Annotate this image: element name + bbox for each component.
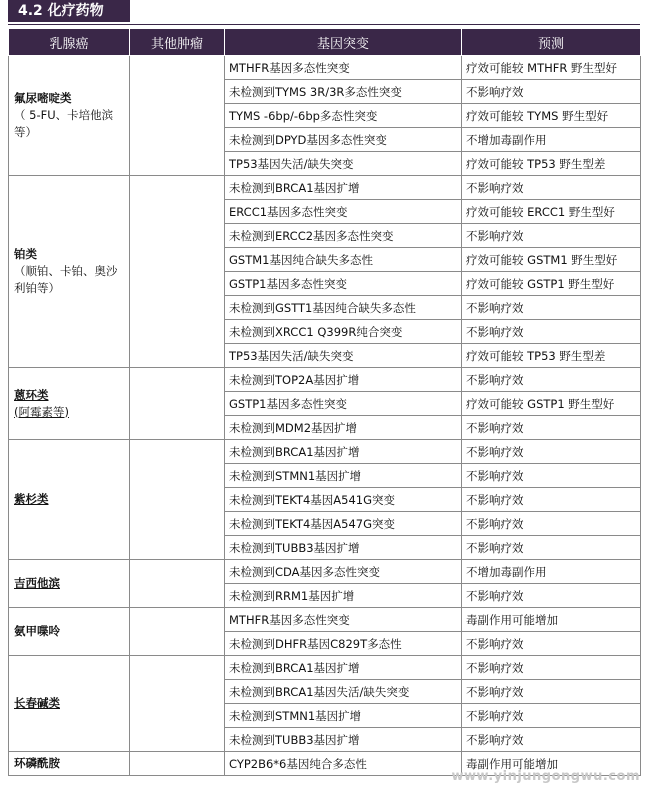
gene-mutation-cell: 未检测到RRM1基因扩增 [225, 584, 462, 608]
drug-class-cell [9, 176, 130, 368]
table-row [9, 656, 641, 680]
gene-mutation-cell: 未检测到DHFR基因C829T多态性 [225, 632, 462, 656]
drug-class-name: 环磷酰胺 [14, 756, 60, 770]
gene-mutation-cell: 未检测到XRCC1 Q399R纯合突变 [225, 320, 462, 344]
prediction-cell: 不影响疗效 [462, 536, 641, 560]
gene-mutation-cell: 未检测到GSTT1基因纯合缺失多态性 [225, 296, 462, 320]
prediction-cell: 疗效可能较 MTHFR 野生型好 [462, 56, 641, 80]
gene-mutation-cell: GSTP1基因多态性突变 [225, 392, 462, 416]
prediction-cell: 不影响疗效 [462, 632, 641, 656]
gene-mutation-cell: 未检测到TUBB3基因扩增 [225, 536, 462, 560]
drug-class-note: (阿霉素等) [14, 404, 69, 419]
other-tumor-cell [130, 608, 225, 656]
other-tumor-cell [130, 560, 225, 608]
prediction-cell: 不影响疗效 [462, 80, 641, 104]
drug-class-cell [9, 368, 130, 440]
gene-mutation-cell: TP53基因失活/缺失突变 [225, 344, 462, 368]
drug-class-name: 铂类 [14, 247, 37, 261]
drug-class-note: （顺铂、卡铂、奥沙利铂等） [14, 264, 118, 295]
prediction-cell: 疗效可能较 GSTP1 野生型好 [462, 272, 641, 296]
gene-mutation-cell: ERCC1基因多态性突变 [225, 200, 462, 224]
prediction-cell: 不影响疗效 [462, 728, 641, 752]
gene-mutation-cell: GSTM1基因纯合缺失多态性 [225, 248, 462, 272]
gene-mutation-cell: 未检测到BRCA1基因扩增 [225, 440, 462, 464]
other-tumor-cell [130, 176, 225, 368]
prediction-cell: 疗效可能较 GSTM1 野生型好 [462, 248, 641, 272]
gene-mutation-cell: 未检测到STMN1基因扩增 [225, 704, 462, 728]
prediction-cell: 毒副作用可能增加 [462, 608, 641, 632]
other-tumor-cell [130, 656, 225, 752]
drug-class-name: 长春碱类 [14, 696, 60, 710]
drug-class-cell [9, 56, 130, 176]
gene-mutation-cell: CYP2B6*6基因纯合多态性 [225, 752, 462, 776]
chemotherapy-table [8, 28, 641, 776]
gene-mutation-cell: MTHFR基因多态性突变 [225, 56, 462, 80]
drug-class-name: 氨甲喋呤 [14, 624, 60, 638]
drug-class-cell [9, 752, 130, 776]
prediction-cell: 不影响疗效 [462, 320, 641, 344]
prediction-cell: 疗效可能较 TP53 野生型差 [462, 152, 641, 176]
watermark: www.yinjungongwu.com [451, 769, 640, 784]
other-tumor-cell [130, 56, 225, 176]
gene-mutation-cell: GSTP1基因多态性突变 [225, 272, 462, 296]
drug-class-name: 紫杉类 [14, 492, 49, 506]
prediction-cell: 不影响疗效 [462, 584, 641, 608]
drug-class-name: 氟尿嘧啶类 [14, 91, 72, 105]
gene-mutation-cell: 未检测到STMN1基因扩增 [225, 464, 462, 488]
prediction-cell: 疗效可能较 ERCC1 野生型好 [462, 200, 641, 224]
prediction-cell: 疗效可能较 TP53 野生型差 [462, 344, 641, 368]
prediction-cell: 毒副作用可能增加 [462, 752, 641, 776]
prediction-cell: 不影响疗效 [462, 176, 641, 200]
gene-mutation-cell: 未检测到TYMS 3R/3R多态性突变 [225, 80, 462, 104]
drug-class-cell [9, 560, 130, 608]
header-other-tumors: 其他肿瘤 [130, 29, 225, 56]
prediction-cell: 不影响疗效 [462, 416, 641, 440]
prediction-cell: 不影响疗效 [462, 440, 641, 464]
prediction-cell: 不影响疗效 [462, 368, 641, 392]
gene-mutation-cell: 未检测到ERCC2基因多态性突变 [225, 224, 462, 248]
gene-mutation-cell: 未检测到BRCA1基因失活/缺失突变 [225, 680, 462, 704]
gene-mutation-cell: MTHFR基因多态性突变 [225, 608, 462, 632]
gene-mutation-cell: 未检测到TOP2A基因扩增 [225, 368, 462, 392]
prediction-cell: 不影响疗效 [462, 656, 641, 680]
prediction-cell: 疗效可能较 GSTP1 野生型好 [462, 392, 641, 416]
drug-class-name: 蒽环类 [14, 387, 49, 402]
prediction-cell: 疗效可能较 TYMS 野生型好 [462, 104, 641, 128]
prediction-cell: 不影响疗效 [462, 464, 641, 488]
prediction-cell: 不影响疗效 [462, 296, 641, 320]
gene-mutation-cell: 未检测到BRCA1基因扩增 [225, 176, 462, 200]
gene-mutation-cell: 未检测到MDM2基因扩增 [225, 416, 462, 440]
gene-mutation-cell: 未检测到TUBB3基因扩增 [225, 728, 462, 752]
table-row [9, 368, 641, 392]
gene-mutation-cell: 未检测到TEKT4基因A541G突变 [225, 488, 462, 512]
prediction-cell: 不影响疗效 [462, 488, 641, 512]
title-divider [8, 24, 640, 25]
section-title: 4.2 化疗药物 [8, 0, 130, 22]
table-row [9, 176, 641, 200]
table-body [9, 56, 641, 776]
header-breast-cancer: 乳腺癌 [9, 29, 130, 56]
gene-mutation-cell: 未检测到CDA基因多态性突变 [225, 560, 462, 584]
drug-class-cell [9, 440, 130, 560]
drug-class-name: 吉西他滨 [14, 576, 60, 590]
gene-mutation-cell: TYMS -6bp/-6bp多态性突变 [225, 104, 462, 128]
header-row [9, 29, 641, 56]
gene-mutation-cell: 未检测到BRCA1基因扩增 [225, 656, 462, 680]
prediction-cell: 不影响疗效 [462, 512, 641, 536]
prediction-cell: 不影响疗效 [462, 704, 641, 728]
prediction-cell: 不增加毒副作用 [462, 128, 641, 152]
drug-class-cell [9, 656, 130, 752]
drug-class-note: （ 5-FU、卡培他滨等） [14, 108, 114, 139]
prediction-cell: 不增加毒副作用 [462, 560, 641, 584]
other-tumor-cell [130, 440, 225, 560]
other-tumor-cell [130, 368, 225, 440]
drug-class-cell [9, 608, 130, 656]
prediction-cell: 不影响疗效 [462, 224, 641, 248]
gene-mutation-cell: TP53基因失活/缺失突变 [225, 152, 462, 176]
table-row [9, 608, 641, 632]
other-tumor-cell [130, 752, 225, 776]
table-row [9, 440, 641, 464]
gene-mutation-cell: 未检测到TEKT4基因A547G突变 [225, 512, 462, 536]
table-row [9, 560, 641, 584]
gene-mutation-cell: 未检测到DPYD基因多态性突变 [225, 128, 462, 152]
prediction-cell: 不影响疗效 [462, 680, 641, 704]
table-row [9, 56, 641, 80]
header-prediction: 预测 [462, 29, 641, 56]
header-gene-mutation: 基因突变 [225, 29, 462, 56]
